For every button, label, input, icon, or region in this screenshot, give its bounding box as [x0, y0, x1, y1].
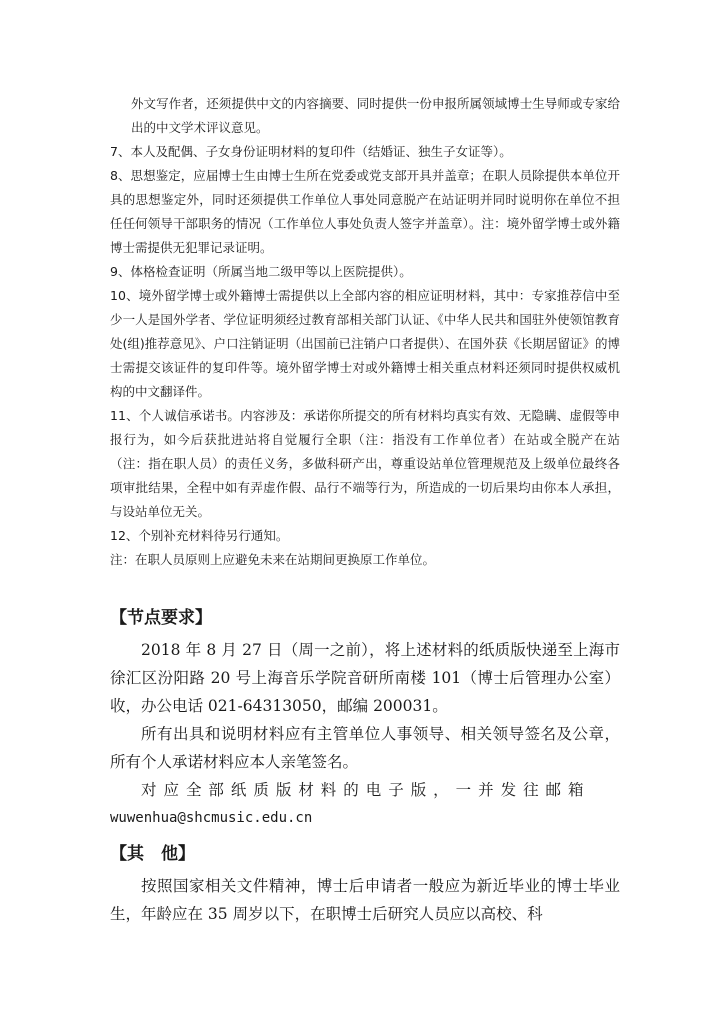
paragraph: 所有出具和说明材料应有主管单位人事领导、相关领导签名及公章，所有个人承诺材料应本人亲笔签名。: [110, 725, 620, 771]
material-item: 8、思想鉴定，应届博士生由博士生所在党委或党支部开具并盖章；在职人员除提供本单位开具的思想鉴定外，同时还须提供工作单位人事处同意脱产在站证明并同时说明你在单位不担任任何领导干部职务的情况（工作单位人事处负责人签字并盖章）。注：境外留学博士或外籍博士需提供无犯罪记录证明。: [110, 168, 620, 255]
paragraph: 对应全部纸质版材料的电子版，一并发往邮箱: [141, 781, 591, 799]
email-address: wuwenhua@shcmusic.edu.cn: [110, 810, 313, 826]
material-item: 9、体格检查证明（所属当地二级甲等以上医院提供）。: [110, 264, 412, 279]
material-item: 12、个别补充材料待另行通知。: [110, 528, 289, 543]
section-title: 【节点要求】: [110, 608, 212, 628]
other-section: [110, 840, 620, 928]
material-item: 10、境外留学博士或外籍博士需提供以上全部内容的相应证明材料，其中：专家推荐信中至少一人是国外学者、学位证明须经过教育部相关部门认证、《中华人民共和国驻外使领馆教育处(组)推荐意见》、户口注销证明（出国前已注销户口者提供）、在国外获《长期居留证》的博士需提交该证件的复印件等。境外留学博士对或外籍博士相关重点材料还须同时提供权威机构的中文翻译件。: [110, 288, 620, 399]
paragraph: 按照国家相关文件精神，博士后申请者一般应为新近毕业的博士毕业生，年龄应在 35 周岁以下，在职博士后研究人员应以高校、科: [110, 877, 620, 923]
submission-section: [110, 604, 620, 832]
material-item: 外文写作者，还须提供中文的内容摘要、同时提供一份申报所属领域博士生导师或专家给出的中文学术评议意见。: [131, 96, 620, 135]
paragraph: 2018 年 8 月 27 日（周一之前），将上述材料的纸质版快递至上海市徐汇区汾阳路 20 号上海音乐学院音研所南楼 101（博士后管理办公室）收，办公电话 021-64313050，邮编 200031。: [110, 641, 620, 715]
material-note: 注：在职人员原则上应避免未来在站期间更换原工作单位。: [110, 552, 436, 567]
materials-list: [110, 92, 620, 572]
section-title: 【其 他】: [110, 844, 195, 864]
material-item: 11、个人诚信承诺书。内容涉及：承诺你所提交的所有材料均真实有效、无隐瞒、虚假等申报行为，如今后获批进站将自觉履行全职（注：指没有工作单位者）在站或全脱产在站（注：指在职人员）的责任义务，多做科研产出，尊重设站单位管理规范及上级单位最终各项审批结果，全程中如有弄虚作假、品行不端等行为，所造成的一切后果均由你本人承担，与设站单位无关。: [110, 408, 620, 519]
material-item: 7、本人及配偶、子女身份证明材料的复印件（结婚证、独生子女证等）。: [110, 144, 512, 159]
